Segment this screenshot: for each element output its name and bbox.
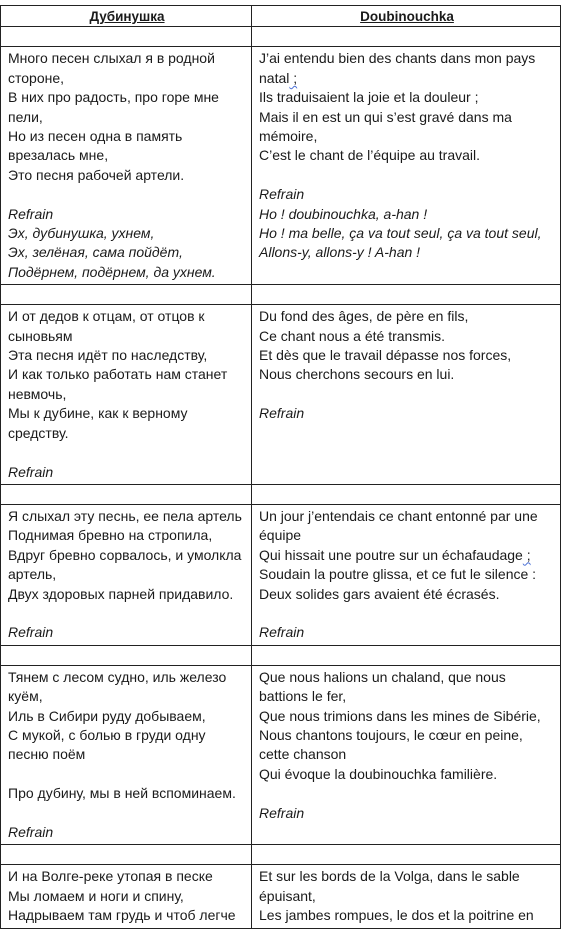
ru-refrain-line: Эх, зелёная, сама пойдёт, xyxy=(8,244,183,261)
spacer-row xyxy=(1,645,561,665)
ru-line: Это песня рабочей артели. xyxy=(8,166,185,183)
ru-line: Поднимая бревно на стропила, xyxy=(8,527,213,544)
fr-line: Deux solides gars avaient été écrasés. xyxy=(259,585,500,602)
stanza-row-3 xyxy=(1,504,561,645)
lyrics-table xyxy=(0,5,561,929)
spacer-row xyxy=(1,285,561,305)
ru-refrain-line: Подёрнем, подёрнем, да ухнем. xyxy=(8,263,216,280)
ru-line: Я слыхал эту песнь, ее пела артель xyxy=(8,507,242,524)
fr-line: Et sur les bords de la Volga, dans le sable épuisant, xyxy=(259,868,520,904)
fr-refrain-label: Refrain xyxy=(259,405,305,422)
ru-refrain-label: Refrain xyxy=(8,624,54,641)
ru-line: Тянем с лесом судно, иль железо куём, xyxy=(8,668,227,705)
fr-line: Les jambes rompues, le dos et la poitrine en xyxy=(259,907,534,924)
ru-line: Мы ломаем и ноги и спину, xyxy=(8,887,184,904)
french-cell xyxy=(252,865,561,928)
fr-line: Que nous halions un chaland, que nous battions le fer, xyxy=(259,668,506,705)
french-cell xyxy=(252,47,561,285)
fr-line: Soudain la poutre glissa, et ce fut le silence : xyxy=(259,566,537,583)
ru-refrain-label: Refrain xyxy=(8,823,54,840)
fr-line: Nous cherchons secours en lui. xyxy=(259,366,455,383)
fr-line: Du fond des âges, de père en fils, xyxy=(259,308,469,325)
ru-line: Иль в Сибири руду добываем, xyxy=(8,707,206,724)
fr-line: Et dès que le travail dépasse nos forces, xyxy=(259,347,512,364)
header-russian-title: Дубинушка xyxy=(1,6,252,27)
ru-line: Мы к дубине, как к верному средству. xyxy=(8,405,188,441)
fr-refrain-label: Refrain xyxy=(259,624,305,641)
fr-refrain-label: Refrain xyxy=(259,804,305,821)
fr-line: Ils traduisaient la joie et la douleur ; xyxy=(259,89,479,106)
ru-line: И на Волге-реке утопая в песке xyxy=(8,868,213,885)
russian-cell xyxy=(1,504,252,645)
ru-refrain-label: Refrain xyxy=(8,463,54,480)
stanza-row-1 xyxy=(1,47,561,285)
spacer-row xyxy=(1,484,561,504)
ru-refrain-label: Refrain xyxy=(8,205,54,222)
stanza-row-4 xyxy=(1,665,561,845)
ru-line: Но из песен одна в память врезалась мне, xyxy=(8,128,183,164)
french-cell xyxy=(252,305,561,485)
ru-line: В них про радость, про горе мне пели, xyxy=(8,89,219,125)
ru-line: Надрываем там грудь и чтоб легче xyxy=(8,907,236,924)
spacer-row xyxy=(1,27,561,47)
russian-cell xyxy=(1,865,252,928)
fr-line: Mais il en est un qui s’est gravé dans ma mémoire, xyxy=(259,108,512,145)
spacer-row xyxy=(1,845,561,865)
ru-line: Вдруг бревно сорвалось, и умолкла артель, xyxy=(8,546,242,583)
ru-line: И от дедов к отцам, от отцов к сыновьям xyxy=(8,308,205,344)
fr-line: Nous chantons toujours, le cœur en peine, cette chanson xyxy=(259,726,523,763)
fr-line: Qui hissait une poutre sur un échafaudage ; xyxy=(259,546,531,563)
fr-line: Ce chant nous a été transmis. xyxy=(259,327,445,344)
ru-line: С мукой, с болью в груди одну песню поём xyxy=(8,726,206,763)
header-french-title: Doubinouchka xyxy=(252,6,561,27)
fr-punct-mark: ; xyxy=(522,546,531,563)
fr-refrain-line: Allons-y, allons-y ! A-han ! xyxy=(259,244,421,261)
fr-line: Que nous trimions dans les mines de Sibérie, xyxy=(259,707,541,724)
fr-refrain-label: Refrain xyxy=(259,186,305,203)
fr-line: C’est le chant de l’équipe au travail. xyxy=(259,147,481,164)
french-cell xyxy=(252,504,561,645)
ru-refrain-line: Эх, дубинушка, ухнем, xyxy=(8,225,155,242)
fr-refrain-line: Ho ! doubinouchka, a-han ! xyxy=(259,205,428,222)
french-cell xyxy=(252,665,561,845)
fr-refrain-line: Ho ! ma belle, ça va tout seul, ça va tout seul, xyxy=(259,225,542,242)
stanza-row-2 xyxy=(1,305,561,485)
ru-line: Эта песня идёт по наследству, xyxy=(8,347,208,364)
fr-punct-mark: ; xyxy=(289,69,298,86)
header-row xyxy=(1,6,561,27)
stanza-row-5 xyxy=(1,865,561,928)
fr-line: J’ai entendu bien des chants dans mon pays natal ; xyxy=(259,50,536,86)
ru-line: Про дубину, мы в ней вспоминаем. xyxy=(8,785,236,802)
russian-cell xyxy=(1,305,252,485)
russian-cell xyxy=(1,47,252,285)
ru-line: И как только работать нам станет невмочь, xyxy=(8,366,228,402)
fr-line: Qui évoque la doubinouchka familière. xyxy=(259,765,498,782)
fr-line: Un jour j’entendais ce chant entonné par une équipe xyxy=(259,507,538,544)
ru-line: Много песен слыхал я в родной стороне, xyxy=(8,50,215,86)
ru-line: Двух здоровых парней придавило. xyxy=(8,585,234,602)
russian-cell xyxy=(1,665,252,845)
